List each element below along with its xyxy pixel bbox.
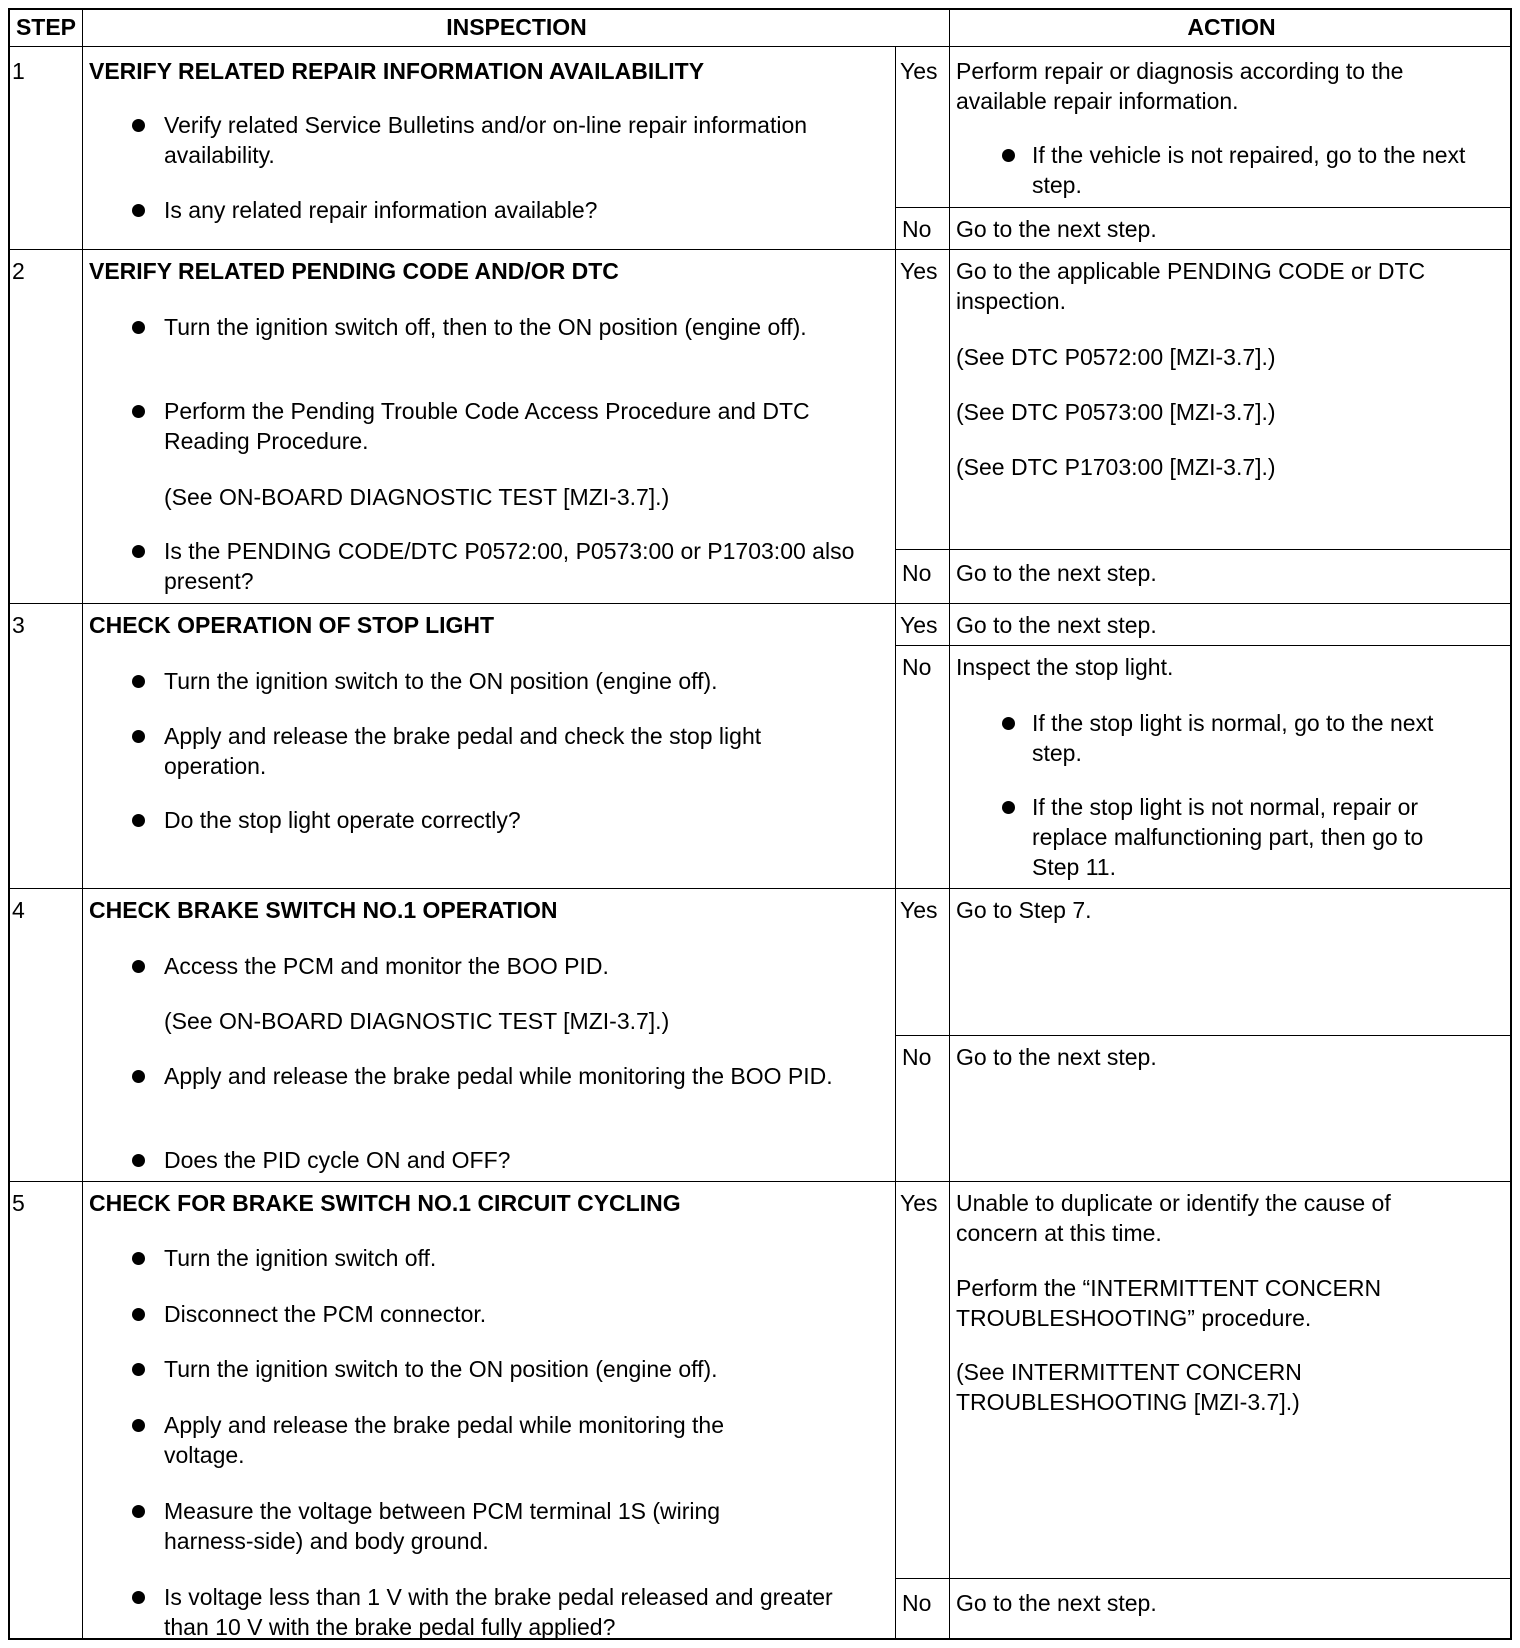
step-title: CHECK BRAKE SWITCH NO.1 OPERATION: [89, 897, 558, 923]
bullet-icon: [132, 545, 145, 558]
bullet-icon: [132, 119, 145, 132]
header-inspection: INSPECTION: [446, 14, 587, 40]
row4-yesno-divider: [895, 1035, 1512, 1036]
no-action-bullet: If the stop light is normal, go to the next step.: [1032, 710, 1434, 766]
bullet-icon: [132, 1070, 145, 1083]
inspection-item: Disconnect the PCM connector.: [164, 1301, 487, 1327]
inspection-item: Turn the ignition switch to the ON position (engine off).: [164, 1356, 718, 1382]
no-action: Go to the next step.: [956, 1590, 1157, 1616]
row1-divider: [8, 249, 1512, 250]
step-title: VERIFY RELATED REPAIR INFORMATION AVAILABILITY: [89, 58, 705, 84]
row2-divider: [8, 603, 1512, 604]
inspection-item: Access the PCM and monitor the BOO PID.: [164, 953, 609, 979]
step-number: 3: [12, 612, 25, 638]
row4-divider: [8, 1181, 1512, 1182]
yes-label: Yes: [900, 258, 938, 284]
yes-label: Yes: [900, 58, 938, 84]
header-step: STEP: [15, 14, 77, 40]
no-label: No: [902, 560, 932, 586]
inspection-note: (See ON-BOARD DIAGNOSTIC TEST [MZI-3.7].): [164, 1008, 670, 1034]
bullet-icon: [132, 321, 145, 334]
yes-label: Yes: [900, 897, 938, 923]
yes-action-ref: (See DTC P0572:00 [MZI-3.7].): [956, 344, 1276, 370]
inspection-item: Turn the ignition switch off.: [164, 1245, 437, 1271]
yes-action-ref: (See DTC P0573:00 [MZI-3.7].): [956, 399, 1276, 425]
bullet-icon: [132, 1363, 145, 1376]
col-divider-step: [82, 8, 83, 1640]
yes-label: Yes: [900, 612, 938, 638]
inspection-item: Measure the voltage between PCM terminal 1S (wiring harness-side) and body ground.: [164, 1498, 721, 1554]
step-title: CHECK OPERATION OF STOP LIGHT: [89, 612, 495, 638]
row1-yesno-divider: [895, 207, 1512, 208]
bullet-icon: [132, 730, 145, 743]
yes-action: Perform repair or diagnosis according to the available repair information.: [956, 58, 1404, 114]
col-divider-action: [949, 8, 950, 1640]
inspection-item: Turn the ignition switch to the ON position (engine off).: [164, 668, 718, 694]
yes-action-ref: (See INTERMITTENT CONCERN TROUBLESHOOTING [MZI-3.7].): [956, 1359, 1302, 1415]
step-number: 5: [12, 1190, 25, 1216]
no-action: Go to the next step.: [956, 1044, 1157, 1070]
bullet-icon: [132, 1591, 145, 1604]
inspection-item: Is the PENDING CODE/DTC P0572:00, P0573:00 or P1703:00 also present?: [164, 538, 855, 594]
bullet-icon: [132, 1308, 145, 1321]
no-action-bullet: If the stop light is not normal, repair or replace malfunctioning part, then go to Step 11.: [1032, 794, 1424, 880]
inspection-item: Turn the ignition switch off, then to the ON position (engine off).: [164, 314, 807, 340]
header-divider: [8, 46, 1512, 47]
yes-action-ref: (See DTC P1703:00 [MZI-3.7].): [956, 454, 1276, 480]
no-label: No: [902, 216, 932, 242]
inspection-item: Is any related repair information available?: [164, 197, 598, 223]
no-action: Go to the next step.: [956, 560, 1157, 586]
no-label: No: [902, 1044, 932, 1070]
step-number: 2: [12, 258, 25, 284]
no-label: No: [902, 1590, 932, 1616]
no-action: Go to the next step.: [956, 216, 1157, 242]
inspection-item: Is voltage less than 1 V with the brake pedal released and greater than 10 V with the brake pedal fully applied?: [164, 1584, 833, 1640]
row3-yesno-divider: [895, 645, 1512, 646]
step-number: 4: [12, 897, 25, 923]
inspection-item: Apply and release the brake pedal while monitoring the voltage.: [164, 1412, 725, 1468]
row3-divider: [8, 888, 1512, 889]
step-number: 1: [12, 58, 25, 84]
yes-action-para: Perform the “INTERMITTENT CONCERN TROUBLESHOOTING” procedure.: [956, 1275, 1382, 1331]
yes-action: Go to the applicable PENDING CODE or DTC inspection.: [956, 258, 1426, 314]
step-title: VERIFY RELATED PENDING CODE AND/OR DTC: [89, 258, 619, 284]
yes-label: Yes: [900, 1190, 938, 1216]
header-action: ACTION: [1187, 14, 1276, 40]
bullet-icon: [1002, 149, 1015, 162]
row2-yesno-divider: [895, 549, 1512, 550]
bullet-icon: [1002, 801, 1015, 814]
bullet-icon: [132, 1252, 145, 1265]
col-divider-yesno: [895, 47, 896, 1640]
yes-action: Go to Step 7.: [956, 897, 1092, 923]
bullet-icon: [132, 1154, 145, 1167]
bullet-icon: [132, 960, 145, 973]
inspection-item: Verify related Service Bulletins and/or on-line repair information availability.: [164, 112, 808, 168]
bullet-icon: [1002, 717, 1015, 730]
inspection-item: Apply and release the brake pedal and check the stop light operation.: [164, 723, 762, 779]
inspection-item: Apply and release the brake pedal while monitoring the BOO PID.: [164, 1063, 833, 1089]
no-action: Inspect the stop light.: [956, 654, 1174, 680]
step-title: CHECK FOR BRAKE SWITCH NO.1 CIRCUIT CYCLING: [89, 1190, 681, 1216]
row5-yesno-divider: [895, 1578, 1512, 1579]
yes-action: Unable to duplicate or identify the cause of concern at this time.: [956, 1190, 1391, 1246]
bullet-icon: [132, 1419, 145, 1432]
bullet-icon: [132, 675, 145, 688]
inspection-note: (See ON-BOARD DIAGNOSTIC TEST [MZI-3.7].): [164, 484, 670, 510]
inspection-item: Perform the Pending Trouble Code Access Procedure and DTC Reading Procedure.: [164, 398, 810, 454]
bullet-icon: [132, 1505, 145, 1518]
yes-action-bullet: If the vehicle is not repaired, go to the next step.: [1032, 142, 1466, 198]
bullet-icon: [132, 405, 145, 418]
bullet-icon: [132, 814, 145, 827]
no-label: No: [902, 654, 932, 680]
bullet-icon: [132, 204, 145, 217]
inspection-item: Do the stop light operate correctly?: [164, 807, 521, 833]
yes-action: Go to the next step.: [956, 612, 1157, 638]
inspection-item: Does the PID cycle ON and OFF?: [164, 1147, 511, 1173]
